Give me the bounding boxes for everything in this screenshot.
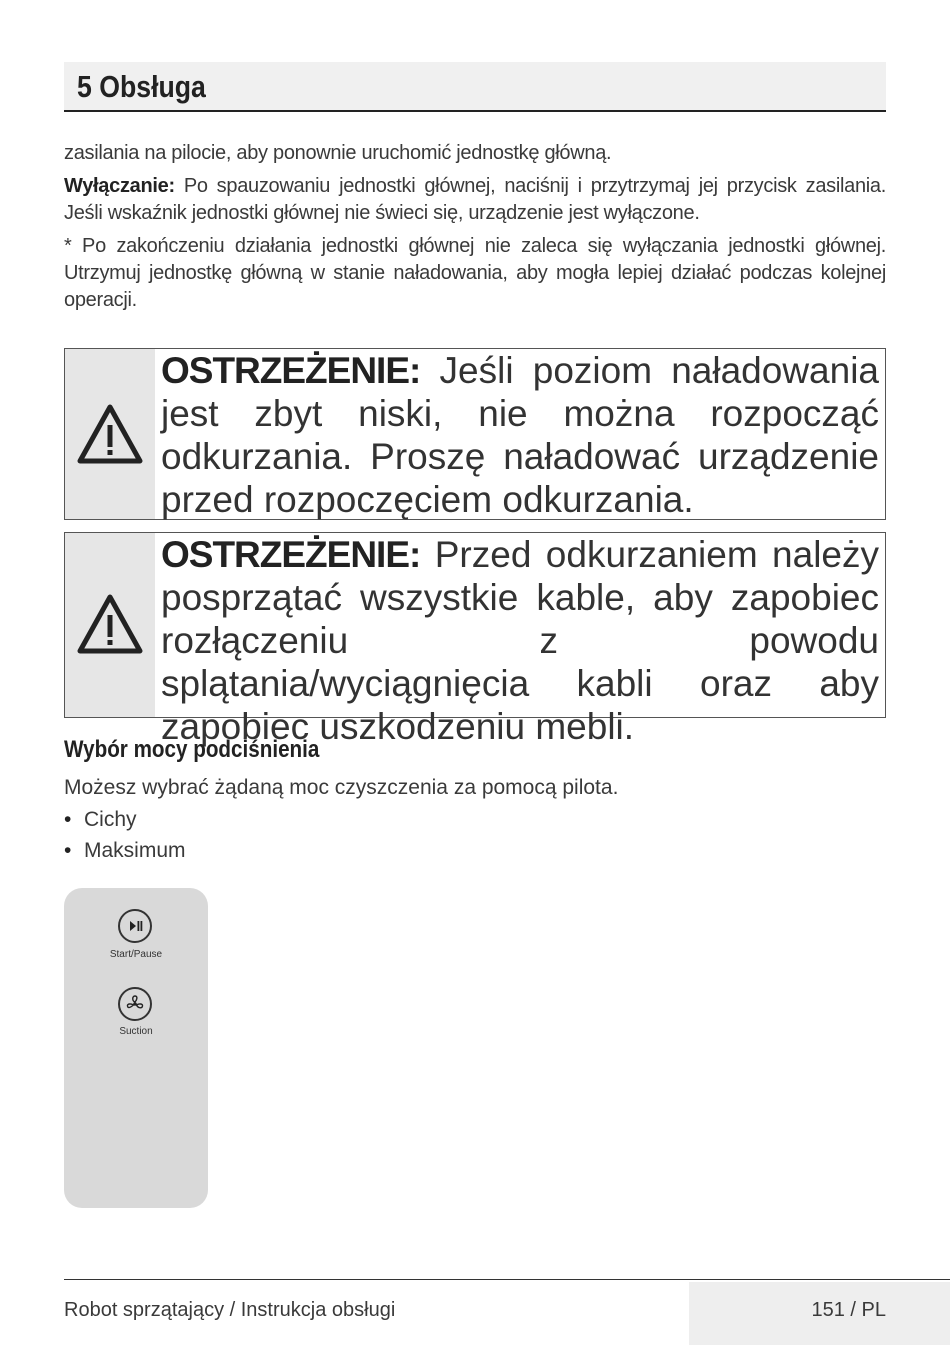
list-item <box>64 804 186 835</box>
footer-page-number: 151 / PL <box>811 1299 886 1321</box>
start-pause-button <box>118 909 152 943</box>
paragraph-2-text: Po spauzowaniu jednostki głównej, naciśnij i przytrzymaj jej przycisk zasilania. Jeśli wskaźnik jednostki głównej nie świeci się, urządzenie jest wyłączone. <box>64 175 886 224</box>
warning-triangle-icon <box>76 403 144 465</box>
body-text <box>64 140 886 320</box>
option-label: Cichy <box>84 808 137 831</box>
warning-box-2 <box>64 532 886 747</box>
paragraph-3: * Po zakończeniu działania jednostki głównej nie zaleca się wyłączania jednostki głównej. Utrzymuj jednostkę główną w stanie naładowania, aby mogła lepiej działać podczas kolejnej operacji. <box>64 235 886 311</box>
paragraph-1: zasilania na pilocie, aby ponownie uruchomić jednostkę główną. <box>64 142 612 164</box>
warning-triangle-icon <box>76 593 144 655</box>
options-list <box>64 804 186 866</box>
fan-icon <box>120 989 150 1019</box>
warning-body: Jeśli poziom naładowania jest zbyt niski, nie można rozpocząć odkurzania. Proszę naładować urządzenie przed rozpoczęciem odkurzania. <box>161 350 879 520</box>
warning-text-2 <box>161 533 879 748</box>
page-header <box>64 62 886 112</box>
warning-label: OSTRZEŻENIE: <box>161 534 421 575</box>
page-title: 5 Obsługa <box>77 69 206 104</box>
paragraph-2 <box>64 173 886 227</box>
section-intro: Możesz wybrać żądaną moc czyszczenia za pomocą pilota. <box>64 776 619 799</box>
suction-button <box>118 987 152 1021</box>
suction-label: Suction <box>119 1026 153 1037</box>
warning-label: OSTRZEŻENIE: <box>161 350 421 391</box>
paragraph-2-label: Wyłączanie: <box>64 175 175 197</box>
play-pause-icon <box>120 911 150 941</box>
bullet: • <box>64 808 72 831</box>
footer-document-title: Robot sprzątający / Instrukcja obsługi <box>64 1299 396 1321</box>
bullet: • <box>64 839 72 862</box>
warning-box-1 <box>64 348 886 520</box>
warning-body: Przed odkurzaniem należy posprzątać wszystkie kable, aby zapobiec rozłączeniu z powodu splątania/wyciągnięcia kabli oraz aby zapobiec uszkodzeniu mebli. <box>161 534 879 747</box>
option-label: Maksimum <box>84 839 186 862</box>
list-item <box>64 835 186 866</box>
warning-text-1 <box>161 349 879 521</box>
start-pause-label: Start/Pause <box>109 949 163 960</box>
section-title: Wybór mocy podciśnienia <box>64 736 320 763</box>
footer-divider <box>64 1279 950 1280</box>
warning-box-side <box>65 533 155 717</box>
remote-control-illustration <box>64 888 208 1208</box>
warning-box-side <box>65 349 155 519</box>
